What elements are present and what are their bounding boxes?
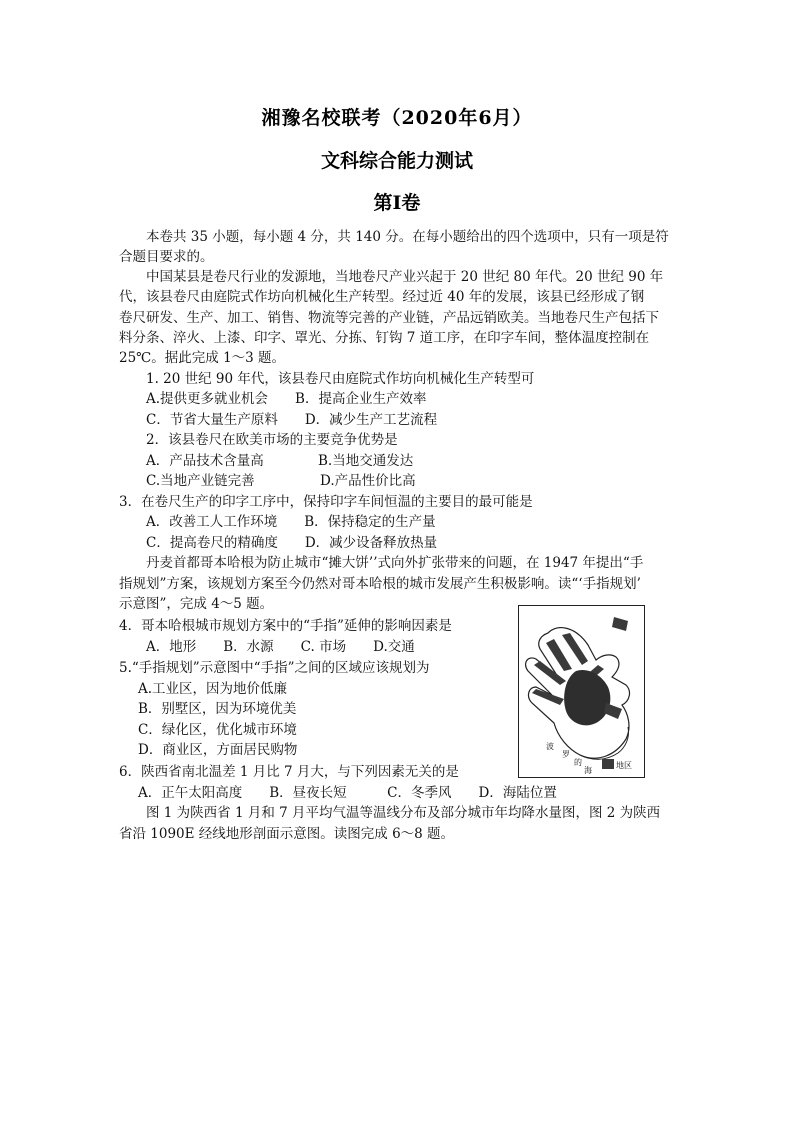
map-label-bo: 波: [546, 742, 554, 751]
passage-line: 代，该县卷尺由庭院式作坊向机械化生产转型。经过近 40 年的发展，该县已经形成了钢: [119, 289, 645, 305]
exam-subtitle: 文科综合能力测试: [320, 150, 473, 172]
passage-line: 丹麦首都哥本哈根为防止城市“摊大饼’’式向外扩张带来的问题，在 1947 年提出“手: [146, 555, 644, 571]
map-label-de: 的: [574, 758, 582, 767]
passage-line: 卷尺研发、生产、加工、销售、物流等完善的产业链，产品远销欧美。当地卷尺生产包括下: [119, 310, 659, 326]
question-6-stem: 6．陕西省南北温差 1 月比 7 月大，与下列因素无关的是: [119, 764, 459, 780]
intro-line: 合题目要求的。: [119, 249, 214, 265]
question-5-stem: 5.“手指规划”示意图中“手指”之间的区域应该规划为: [119, 660, 430, 676]
passage-line: 中国某县是卷尺行业的发源地，当地卷尺产业兴起于 20 世纪 80 年代。20 世纪 90 年: [146, 269, 664, 285]
question-1-stem: 1. 20 世纪 90 年代，该县卷尺由庭院式作坊向机械化生产转型可: [146, 371, 535, 387]
passage-line: 示意图”，完成 4～5 题。: [119, 596, 274, 612]
question-2-option-a: A．产品技术含量高: [146, 453, 264, 469]
question-3-options: C．提高卷尺的精确度 D．减少设备释放热量: [146, 535, 438, 551]
question-4-stem: 4．哥本哈根城市规划方案中的“手指”延伸的影响因素是: [119, 618, 452, 634]
passage-line: 省沿 1090E 经线地形剖面示意图。读图完成 6～8 题。: [119, 826, 455, 842]
question-2-option-d: D.产品性价比高: [320, 473, 416, 489]
passage-line: 25℃。据此完成 1～3 题。: [119, 350, 286, 366]
passage-line: 料分条、淬火、上漆、印字、罩光、分拣、钉钩 7 道工序，在印字车间，整体温度控制在: [119, 330, 650, 346]
passage-line: 图 1 为陕西省 1 月和 7 月平均气温等温线分布及部分城市年均降水量图，图 2 为陕西: [146, 805, 661, 821]
question-3-options: A．改善工人工作环境 B．保持稳定的生产量: [146, 514, 436, 530]
question-5-option-c: C．绿化区，优化城市环境: [138, 722, 297, 738]
question-5-option-a: A.工业区，因为地价低廉: [138, 681, 288, 697]
question-5-option-b: B．别墅区，因为环境优美: [138, 701, 297, 717]
finger-plan-map: [518, 605, 645, 778]
question-1-options: A.提供更多就业机会 B．提高企业生产效率: [146, 391, 427, 407]
map-label-hai: 海: [584, 766, 592, 775]
legend-swatch: [602, 759, 614, 769]
question-2-option-b: B.当地交通发达: [318, 453, 414, 469]
section-heading: 第Ⅰ卷: [373, 192, 421, 214]
question-2-stem: 2．该县卷尺在欧美市场的主要竞争优势是: [146, 432, 398, 448]
intro-line: 本卷共 35 小题，每小题 4 分，共 140 分。在每小题给出的四个选项中，只有一项是符: [146, 229, 669, 245]
legend-label: 地区: [616, 761, 632, 770]
passage-line: 指规划”方案，该规划方案至今仍然对哥本哈根的城市发展产生积极影响。读“‘手指规划’: [119, 576, 641, 592]
question-5-option-d: D．商业区，方面居民购物: [138, 742, 298, 758]
map-label-luo: 罗: [562, 750, 570, 759]
question-6-options: A．正午太阳高度 B．昼夜长短 C．冬季风 D．海陆位置: [138, 785, 557, 801]
question-3-stem: 3．在卷尺生产的印字工序中，保持印字车间恒温的主要目的最可能是: [119, 494, 533, 510]
question-1-options: C．节省大量生产原料 D．减少生产工艺流程: [146, 412, 438, 428]
question-2-option-c: C.当地产业链完善: [146, 473, 255, 489]
question-4-options: A．地形 B．水源 C. 市场 D.交通: [146, 639, 415, 655]
exam-title: 湘豫名校联考（2020年6月）: [261, 107, 533, 129]
